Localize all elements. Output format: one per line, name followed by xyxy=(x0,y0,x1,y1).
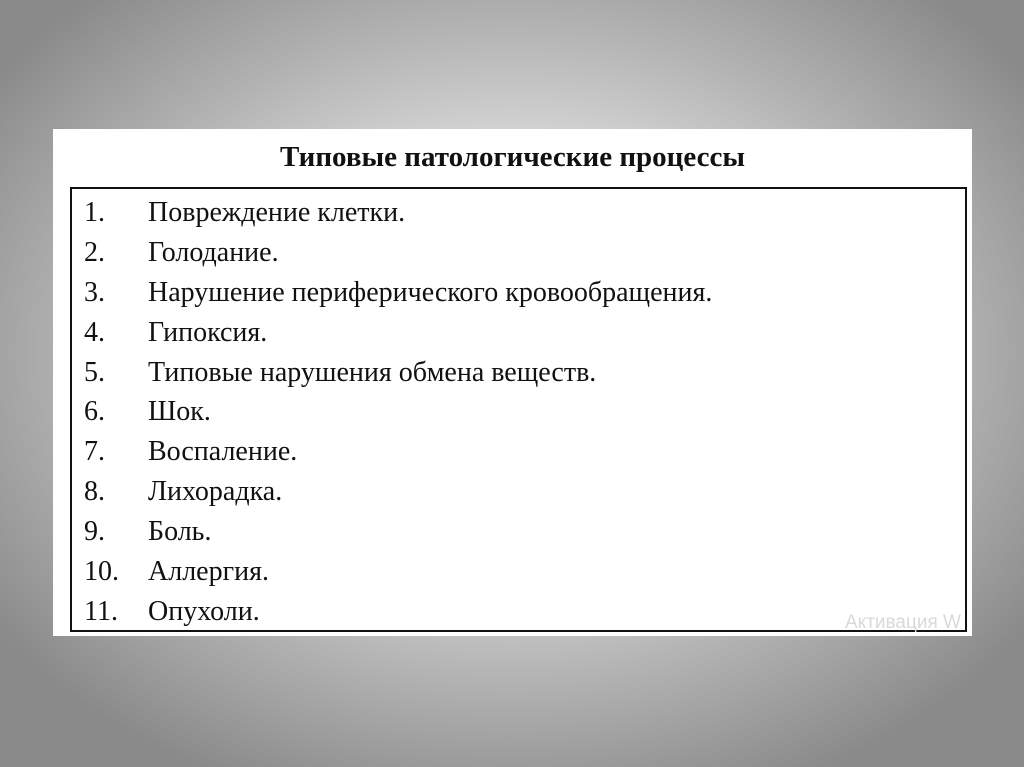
item-text: Типовые нарушения обмена веществ. xyxy=(148,356,597,388)
item-number: 11. xyxy=(84,595,118,627)
list-item xyxy=(84,392,955,432)
item-text: Гипоксия. xyxy=(148,316,268,348)
list-item xyxy=(84,592,955,632)
list-item xyxy=(84,273,955,313)
item-number: 6. xyxy=(84,396,105,428)
item-text: Боль. xyxy=(148,516,212,548)
item-text: Шок. xyxy=(148,396,211,428)
item-number: 2. xyxy=(84,236,105,268)
page-title: Типовые патологические процессы xyxy=(280,141,745,173)
list-item xyxy=(84,472,955,512)
item-text: Воспаление. xyxy=(148,436,298,468)
list-item xyxy=(84,552,955,592)
item-text: Аллергия. xyxy=(148,556,269,588)
list-item xyxy=(84,313,955,353)
item-number: 3. xyxy=(84,276,105,308)
item-text: Голодание. xyxy=(148,236,279,268)
item-number: 4. xyxy=(84,316,105,348)
item-text: Опухоли. xyxy=(148,595,260,627)
list-item xyxy=(84,512,955,552)
slide-card xyxy=(53,129,972,636)
item-number: 5. xyxy=(84,356,105,388)
list-item xyxy=(84,432,955,472)
activation-watermark: Активация W xyxy=(845,612,961,633)
item-text: Нарушение периферического кровообращения. xyxy=(148,276,713,308)
item-number: 7. xyxy=(84,436,105,468)
item-text: Лихорадка. xyxy=(148,476,283,508)
item-number: 10. xyxy=(84,556,119,588)
item-text: Повреждение клетки. xyxy=(148,197,406,228)
item-number: 8. xyxy=(84,476,105,508)
list-item xyxy=(84,353,955,393)
process-list xyxy=(84,193,955,632)
list-item xyxy=(84,233,955,273)
list-item xyxy=(84,193,955,233)
item-number: 1. xyxy=(84,197,105,228)
process-list-box xyxy=(70,187,967,632)
item-number: 9. xyxy=(84,516,105,548)
